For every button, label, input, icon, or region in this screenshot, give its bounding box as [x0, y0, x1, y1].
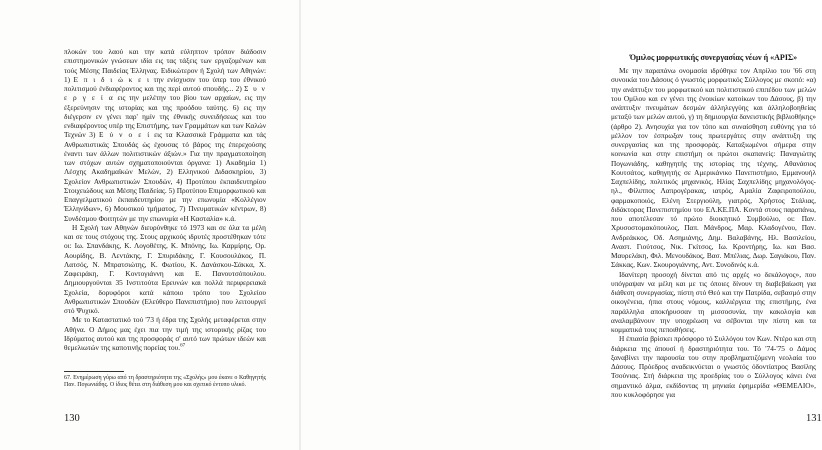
left-paragraph-3: Με το Καταστατικό τού '73 ή έδρα της Σχολής μεταφέρεται στην Αθήνα. Ο Δήμος μας έχει πια την τιμή της ιστορικής ρίζας του Ιδρύματος αυτού και της προσφοράς σ' αυτό των πρώτων ιδεών και θεμελιωτών της καποτινής πορείας του.$^{67}$: [64, 315, 266, 352]
right-page: [300, 0, 822, 450]
right-paragraph-1: Με την παραπάνω ονομασία ιδρύθηκε τον Απρίλιο του '66 στη συνοικία του Δάσους ό γνωστός μορφωτικός Σύλλογος με σκοπό: «α) την ανάπτυξιν του μορφωτικού και πολιτιστικού επιπέδου των μελών του Ομίλου και εν γένει της ένοικίων κατοίκων του Δάσους, β) την ανάπτυξιν πνευμάτων δεσμών άλληλεγγύης και άλληλοβοηθείας μεταξύ των μελών αυτού, γ) τη δημιουργία δανειστικής βιβλιοθήκης» (άρθρο 2). Ανησυχία για τον τόπο και συναίσθηση ευθύνης για τό μέλλον τον έσπρωξαν τους πρωτεργάτες στην ανάπτυξη της συνεργασίας και της προσφοράς. Καταξιωμένοι σήμερα στην κοινωνία και στην επιστήμη οι πρώτοι σκαπανείς: Παναγιώτης Πογωνιάδης, καθηγητής της ιστορίας της τέχνης, Αθανάσιος Κουτσάτος, καθηγητής σε Αμερικάνικο Πανεπιστήμιο, Εμμανουήλ Σαχπελίδης, πολιτικός μηχανικός, Ηλίας Σαχπελίδης μηχανολόγος-ηλ., Φίλιππος Λαπρογέρακας, ιατρός, Αμαλία Ζαφειροπούλου, φαρμακοποιός, Ελένη Στεργιούλη, γιατρός, Χρήστος Στάλιας, διδάκτορας Πανεπιστημίου του ΕΛ.ΚΕ.ΠΑ. Κοντά στους παραπάνω, που αποτέλεσαν τό πρώτο διοικητικό Συμβούλιο, οι: Παν. Χρυσοστομακόπουλος, Παπ. Μάνδρος, Μαρ. Κλαδογένου, Παν. Ανδρεάκκος, Οδ. Ασημιάνης, Δημ. Βαλαβάνης, Ηλ. Βασιλείου, Αναστ. Γιούτσος, Νικ. Γκίτσος, Ιω. Κροντήρης, Ιω. και Βασ. Μαυρελάκη, Φιλ. Μενουδάκος, Βασ. Μπέλιας, Δωρ. Σαγιάκου, Παν. Σάκκας, Κων. Σκουρογιάννης, Αντ. Συνοδινός κ.ά.: [611, 66, 816, 270]
left-page-body: [64, 47, 266, 352]
section-heading: Όμιλος μορφωτικής συνεργασίας νέων ή «ΑΡΙΣ»: [629, 53, 798, 62]
emphasis-synergeia: Σ υ ν ε ρ γ ε ί α: [64, 84, 266, 103]
right-paragraph-2: Ιδανίτερη προσοχή δίνεται από τις αρχές «ο δεκάλογος», που υπόγραψαν να μέλη και με τις όποιες δίνουν τη διαβεβαίωση για διάθεση συνεργασίας, πίστη στό Θεό και την Πατρίδα, σεβασμό στην οικογένεια, ήπια στους νόμους, καλλιέργεια της επιστήμης, ένα παράλληλα αποκήρυσσαν τη μισσοσυνία, την κακολογία και αναλαμβάνουν την υποχρέωση να σέβονται την πίστη και τα κομματικά τους πεποιθήσεις.: [611, 269, 816, 334]
page-number-left: 130: [64, 413, 80, 424]
left-paragraph-2: Η Σχολή των Αθηνών διευρύνθηκε τό 1973 και σε όλα τα μέλη και σε τους στόχους της. Στους αρχικούς ιδρυτές προστέθηκαν τότε οι: Ιω. Σπανδάκης, Κ. Λογοθέτης, Κ. Μπόνης, Ιω. Καρμίρης, Ορ. Αουρίδης, Β. Λεντάκης, Γ. Σπυριδάκης, Γ. Κουσουλάκος, Π. Λατσός, Ν. Μπρατσιώτης, Κ. Φωτίου, Κ. Δανάσκου-Σάκκα, Χ. Ζαφειράκη, Γ. Κοντογιάννη και Ε. Πανουτσόπουλου. Δημιουργούνται 35 Ινστιτούτα Ερευνών και πολλά περιφερειακά Σχολεία, δορυφόροι κατά κάποιο τρόπο του Σχολείου Ανθρωπιστικών Σπουδών (Ελεύθερο Πανεπιστήμιο) που λειτουργεί στό Ψυχικό.: [64, 222, 266, 315]
footnote-reference: 67: [180, 343, 186, 349]
emphasis-eynoei: Ε ύ ν ο ε ί: [99, 130, 151, 140]
footnote: 67. Ενημέρωση γύρω από τη δραστηριότητα της «Σχολής» μου έκανε ο Καθηγητής Παν. Πογωνιάδης. Ο ίδιος θέτει στη διάθεση μου και σχετικό έντυπο υλικό.: [64, 375, 266, 389]
emphasis-epidiokei: Ε π ι δ ι ώ κ ε ι: [73, 74, 151, 84]
footnote-rule: [64, 371, 124, 372]
right-page-body: [611, 66, 816, 399]
left-paragraph-1: πλοκών του λαού και την κατά εύληπτον τρόπον διάδοσιν επιστημονικών γνώσεων ιδία εις τας τάξεις των εργαζομένων και τούς Μέσης Παιδείας Έλληνας. Ειδικώτερον ή Σχολή των Αθηνών: 1) Ε π ι δ ι ώ κ ε ι την ενίσχυσιν του ύπερ του έθνικού πολιτισμού ένδιαφέροντος και της περί αυτού σπουδής... 2) Σ υ ν ε ρ γ ε ί α εις την μελέτην του βίου των αρχαίων, εις την έξερεύνησιν της ιστορίας και της προόδου ταύτης. 6) εις την διέγερσιν εν γένει παρ' ημίν της έθνικής συνειδήσεως και του ενδιαφέροντος υπέρ της Επιστήμης, των Γραμμάτων και των Καλών Τεχνών 3) Ε ύ ν ο ε ί εις τα Κλασσικά Γράμματα και τάς Ανθρωπιστικάς Σπουδάς ώς έχουσας τό βάρος της έπερεχούσης έναντι των άλλων πολιτιστικών άξιών.» Για την πραγματοποίηση των στόχων αυτών σχηματοποιούνται όργανα: 1) Ακαδημία 1) Λέσχης Ακαδημαϊκών Μελών, 2) Ελληνικού Διδασκηρίου, 3) Σχολείον Ανθρωπιστικών Σπουδών, 4) Προτύπου έκπαιδευτηρίου Στοιχειώδους και Μέσης Παιδείας. 5) Προτύπου Επιμορφωτικού και Επαγγελματικού έκπαιδευτηρίου με την επωνυμία «Κολλέγιον Έλληνίδων», 6) Μουσικού τμήματος, 7) Πνευματικών κέντρων, 8) Συνδέσμου Φοιτητών με την επωνυμία «Η Κασταλία» κ.ά.: [64, 47, 267, 223]
right-paragraph-3: Η έπιασία βρίσκει πρόσφορο τό Συλλόγου τον Κων. Ντέρο και στη διάρκεια της άπουσί ή δραστηριότητα του. Τό '74-'75 ο Δάμος ξαναβίνει την παρουσία του στην προβληματιζόμενη νεολαία του Δάσους. Πρόεδρος αναδεικνύεται ο γνωστός όδοντίατρος Βασίλης Τσούνιας. Στή διάρκεια της προεδρίας του ο Σύλλογος κάνει ένα σημαντικό άλμα, εκδίδοντας τη μηνιαία έφημερίδα «ΘΕΜΕΛΙΟ», που κυκλοφόρησε για: [611, 334, 816, 399]
left-page: [0, 0, 300, 450]
page-number-right: 131: [806, 413, 822, 424]
